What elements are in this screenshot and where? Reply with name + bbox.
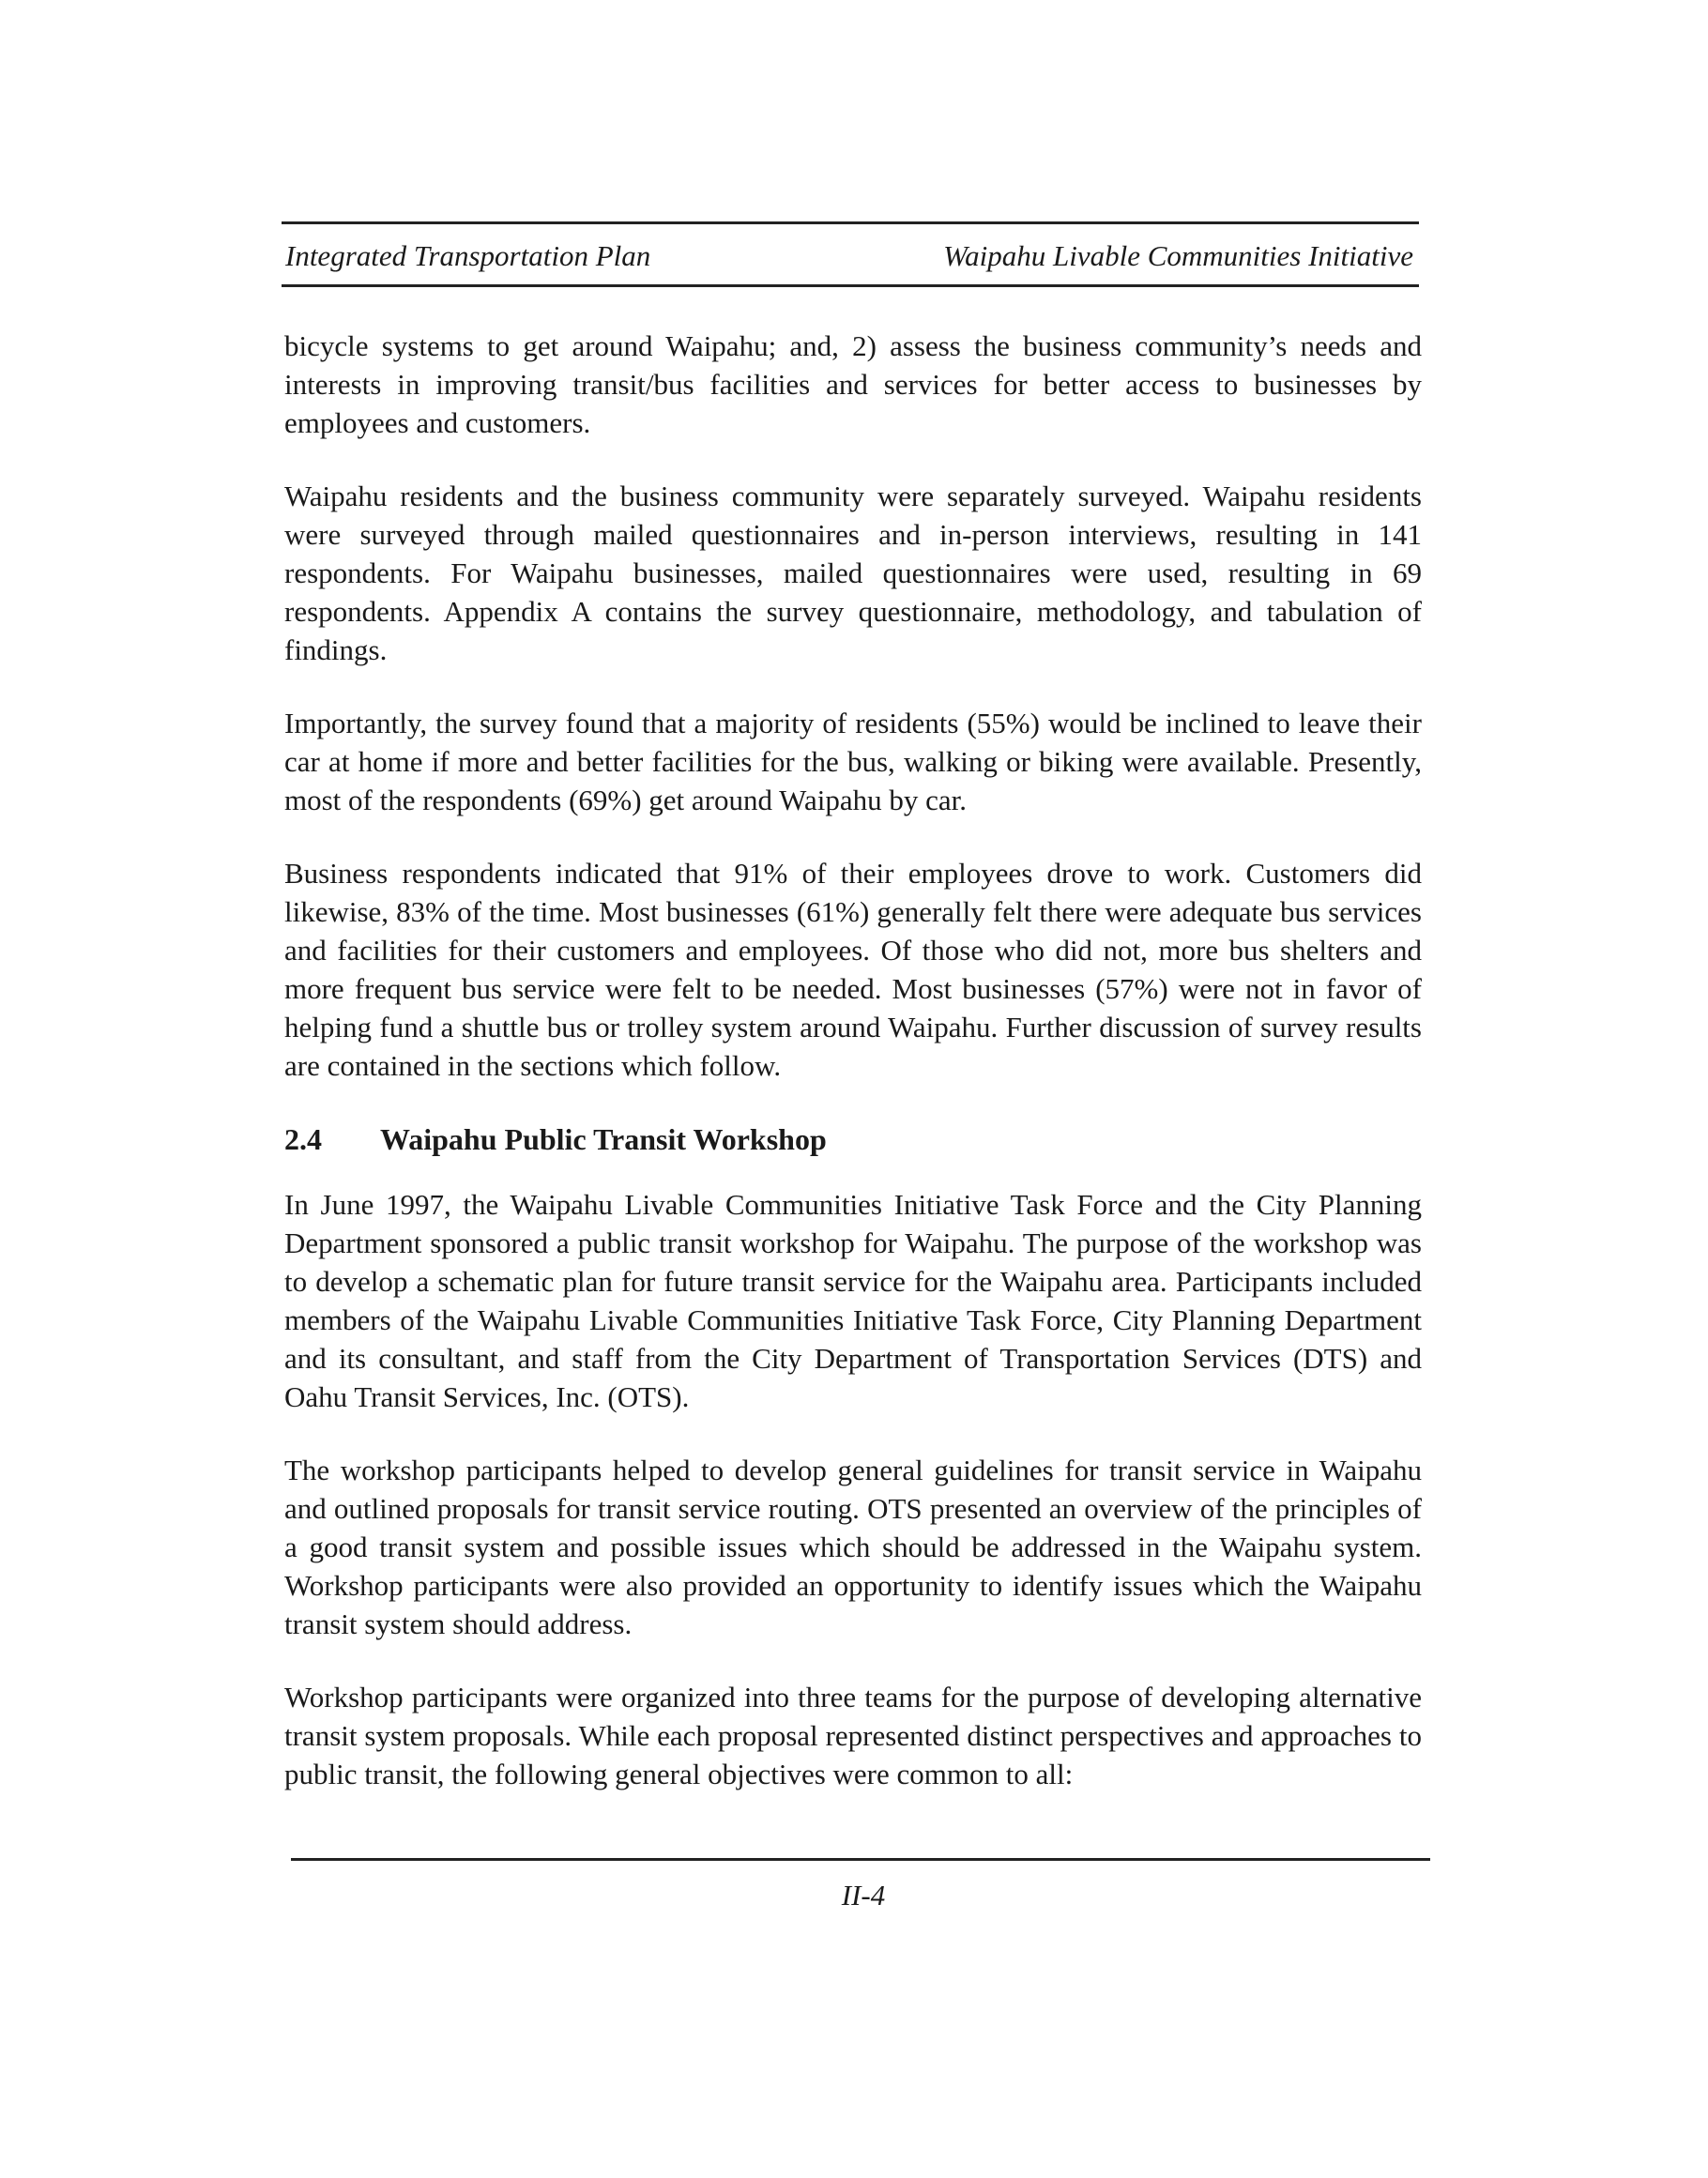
section-title: Waipahu Public Transit Workshop — [380, 1122, 827, 1156]
paragraph-resident-findings: Importantly, the survey found that a majority of residents (55%) would be inclined to leave their car at home if more and better facilities for the bus, walking or biking were available. Presently, most of the respondents (69%) get around Waipahu by car. — [284, 707, 1422, 816]
body-content — [284, 327, 1422, 1828]
paragraph-survey-purpose: bicycle systems to get around Waipahu; and, 2) assess the business community’s needs and interests in improving transit/bus facilities and services for better access to businesses by employees and customers. — [284, 329, 1422, 439]
section-heading — [284, 1119, 1422, 1159]
paragraph-workshop-intro: In June 1997, the Waipahu Livable Communities Initiative Task Force and the City Planning Department sponsored a public transit workshop for Waipahu. The purpose of the workshop was to develop a schematic plan for future transit service for the Waipahu area. Participants included members of the Waipahu Livable Communities Initiative Task Force, City Planning Department and its consultant, and staff from the City Department of Transportation Services (DTS) and Oahu Transit Services, Inc. (OTS). — [284, 1188, 1422, 1413]
footer-rule — [291, 1858, 1430, 1861]
paragraph-workshop-teams: Workshop participants were organized into three teams for the purpose of developing alternative transit system proposals. While each proposal represented distinct perspectives and approaches to public transit, the following general objectives were common to all: — [284, 1681, 1422, 1790]
header-project-title: Waipahu Livable Communities Initiative — [943, 239, 1413, 272]
section-number: 2.4 — [284, 1122, 322, 1156]
paragraph-survey-method: Waipahu residents and the business community were separately surveyed. Waipahu residents were surveyed through mailed questionnaires and in-person interviews, resulting in 141 respondents. For Waipahu businesses, mailed questionnaires were used, resulting in 69 respondents. Appendix A contains the survey questionnaire, methodology, and tabulation of findings. — [284, 480, 1422, 666]
header-document-title: Integrated Transportation Plan — [285, 239, 651, 272]
running-header — [282, 221, 1419, 287]
page-number: II-4 — [841, 1879, 886, 1911]
paragraph-workshop-guidelines: The workshop participants helped to develop general guidelines for transit service in Waipahu and outlined proposals for transit service routing. OTS presented an overview of the principles of a good transit system and possible issues which should be addressed in the Waipahu system. Workshop participants were also provided an opportunity to identify issues which the Waipahu transit system should address. — [284, 1454, 1422, 1640]
paragraph-business-findings: Business respondents indicated that 91% of their employees drove to work. Customers did likewise, 83% of the time. Most businesses (61%) generally felt there were adequate bus services and facilities for their customers and employees. Of those who did not, more bus shelters and more frequent bus service were felt to be needed. Most businesses (57%) were not in favor of helping fund a shuttle bus or trolley system around Waipahu. Further discussion of survey results are contained in the sections which follow. — [284, 857, 1422, 1082]
